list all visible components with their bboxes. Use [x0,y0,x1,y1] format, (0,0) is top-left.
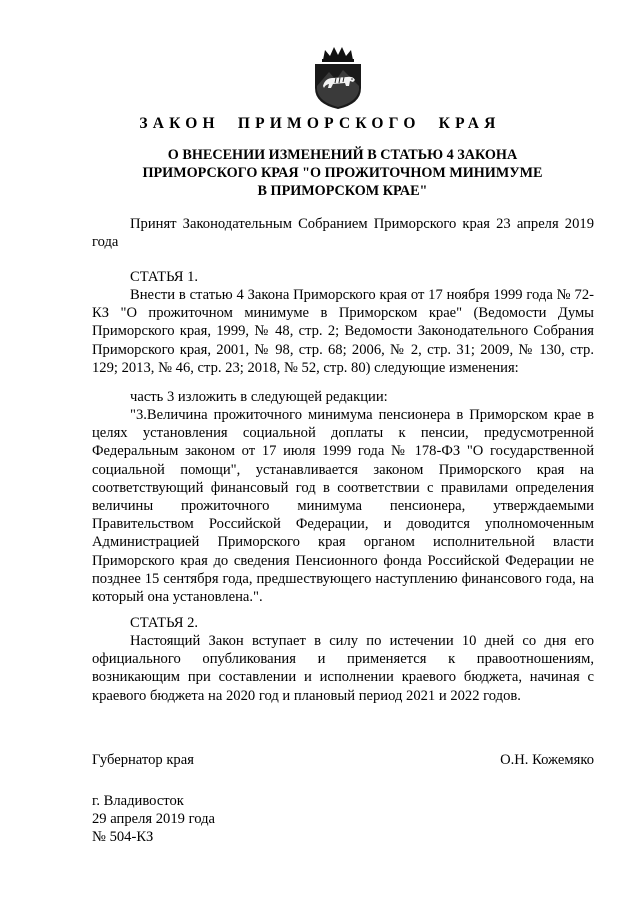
law-heading [92,146,593,200]
article-1-quoted-part: "3.Величина прожиточного минимума пенсионера в Приморском крае в целях установления социальной доплаты к пенсии, предусмотренной Федеральным законом от 17 июля 1999 года № 178-ФЗ "О государственной социальной помощи", устанавливается законом Приморского края на соответствующий финансовый год в соответствии с правилами определения величины прожиточного минимума пенсионера, утверждаемыми Правительством Российской Федерации, и доводится уполномоченным Администрацией Приморского края органом исполнительной власти Приморского края до сведения Пенсионного фонда Российской Федерации не позднее 15 сентября года, предшествующего наступлению финансового года, на который она установлена.". [92,407,594,606]
adoption-note: Принят Законодательным Собранием Приморского края 23 апреля 2019 года [92,216,594,251]
heading-line: ПРИМОРСКОГО КРАЯ "О ПРОЖИТОЧНОМ МИНИМУМЕ [142,165,543,181]
footer-date: 29 апреля 2019 года [92,811,215,827]
signature-name: О.Н. Кожемяко [500,752,594,768]
heading-line: О ВНЕСЕНИИ ИЗМЕНЕНИЙ В СТАТЬЮ 4 ЗАКОНА [167,147,518,163]
coat-of-arms-icon [309,46,367,110]
article-2-title: СТАТЬЯ 2. [130,615,199,631]
article-2-paragraph: Настоящий Закон вступает в силу по истечении 10 дней со дня его официального опубликования и применяется к правоотношениям, возникающим при составлении и исполнении краевого бюджета, начиная с краевого бюджета на 2020 год и плановый период 2021 и 2022 годов. [92,633,594,704]
law-title: ЗАКОН ПРИМОРСКОГО КРАЯ [139,115,501,132]
heading-line: В ПРИМОРСКОМ КРАЕ" [257,183,428,199]
article-1-title: СТАТЬЯ 1. [130,269,199,285]
article-1-paragraph: Внести в статью 4 Закона Приморского края от 17 ноября 1999 года № 72-КЗ "О прожиточном минимуме в Приморском крае" (Ведомости Думы Приморского края, 1999, № 48, стр. 2; Ведомости Законодательного Собрания Приморского края, 2001, № 98, стр. 68; 2006, № 2, стр. 31; 2009, № 130, стр. 129; 2013, № 46, стр. 23; 2018, № 52, стр. 80) следующие изменения: [92,287,594,376]
footer-city: г. Владивосток [92,793,184,809]
footer-number: № 504-КЗ [92,829,154,845]
article-1-paragraph: часть 3 изложить в следующей редакции: [130,389,388,405]
signature-position: Губернатор края [92,752,194,768]
document-footer [92,792,215,846]
